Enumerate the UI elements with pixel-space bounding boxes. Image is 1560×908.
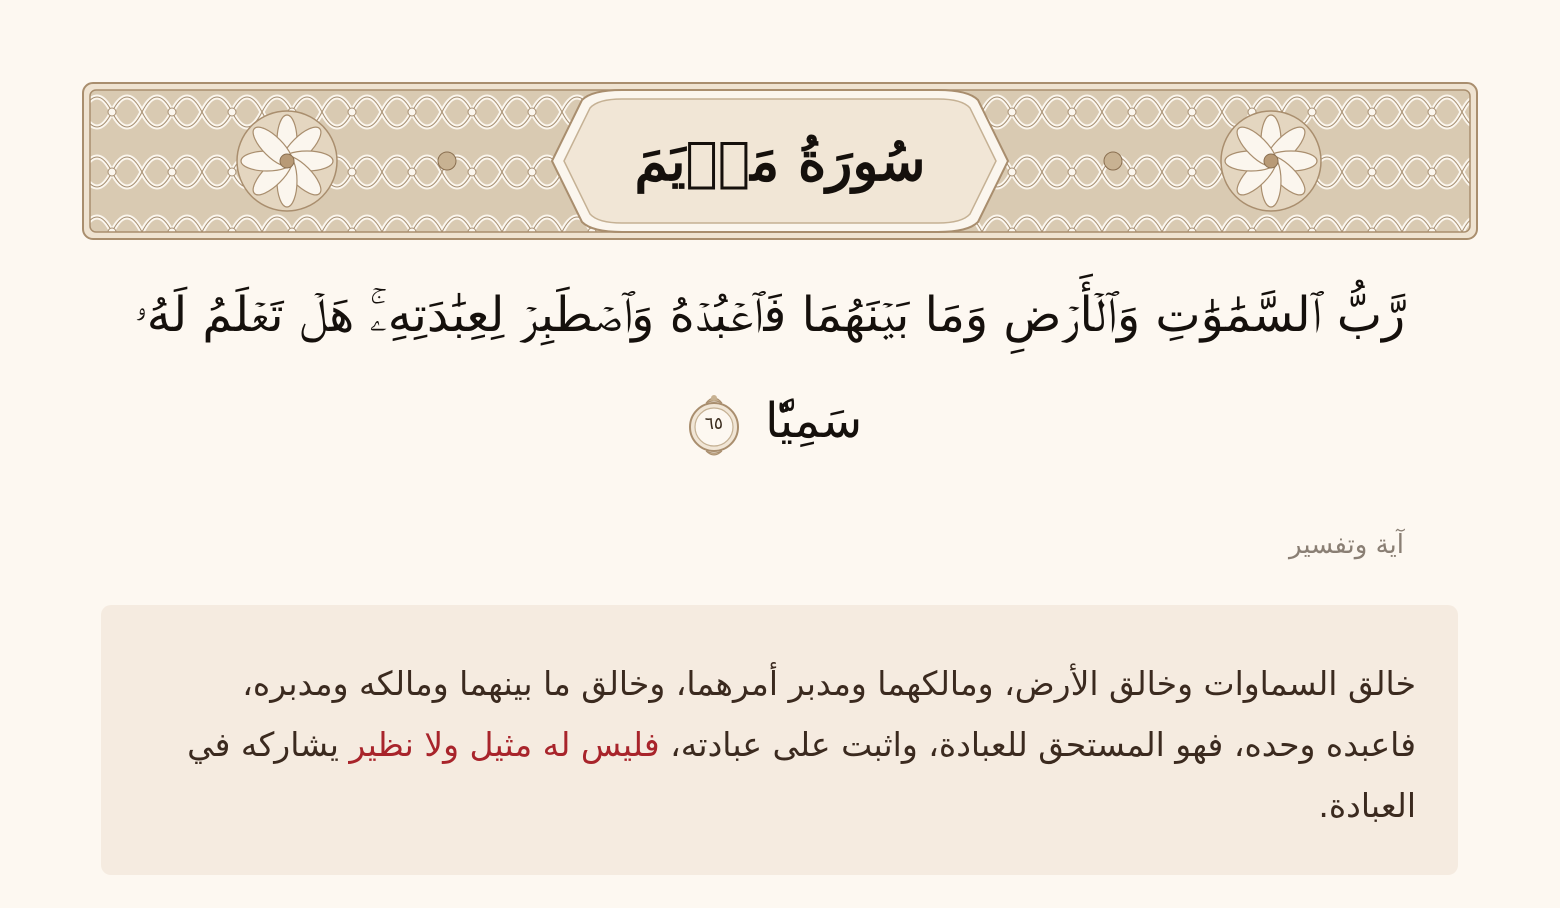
tafsir-text bbox=[157, 653, 1416, 836]
surah-header-banner bbox=[82, 82, 1478, 240]
tafsir-text-part2: يشاركه في العبادة. bbox=[187, 725, 1416, 825]
ayah-number: ٦٥ bbox=[704, 413, 723, 434]
verse-container bbox=[110, 262, 1430, 474]
verse-text: رَّبُّ ٱلسَّمَٰوَٰتِ وَٱلۡأَرۡضِ وَمَا بَيۡنَهُمَا فَٱعۡبُدۡهُ وَٱصۡطَبِرۡ لِعِبَٰدَتِهِۦۚ هَلۡ تَعۡلَمُ لَهُۥ سَمِيّٗا bbox=[134, 287, 1406, 449]
section-label: آية وتفسير bbox=[1289, 530, 1404, 560]
tafsir-highlight: فليس له مثيل ولا نظير bbox=[349, 725, 660, 764]
surah-title: سُورَةُ مَرۡيَمَ bbox=[634, 129, 926, 193]
ayah-number-marker bbox=[686, 391, 742, 459]
tafsir-text-part1: خالق السماوات وخالق الأرض، ومالكهما ومدبر أمرهما، وخالق ما بينهما ومالكه ومدبره، فاعبده وحده، فهو المستحق للعبادة، واثبت على عبادته، bbox=[242, 664, 1416, 764]
tafsir-card bbox=[101, 605, 1458, 875]
